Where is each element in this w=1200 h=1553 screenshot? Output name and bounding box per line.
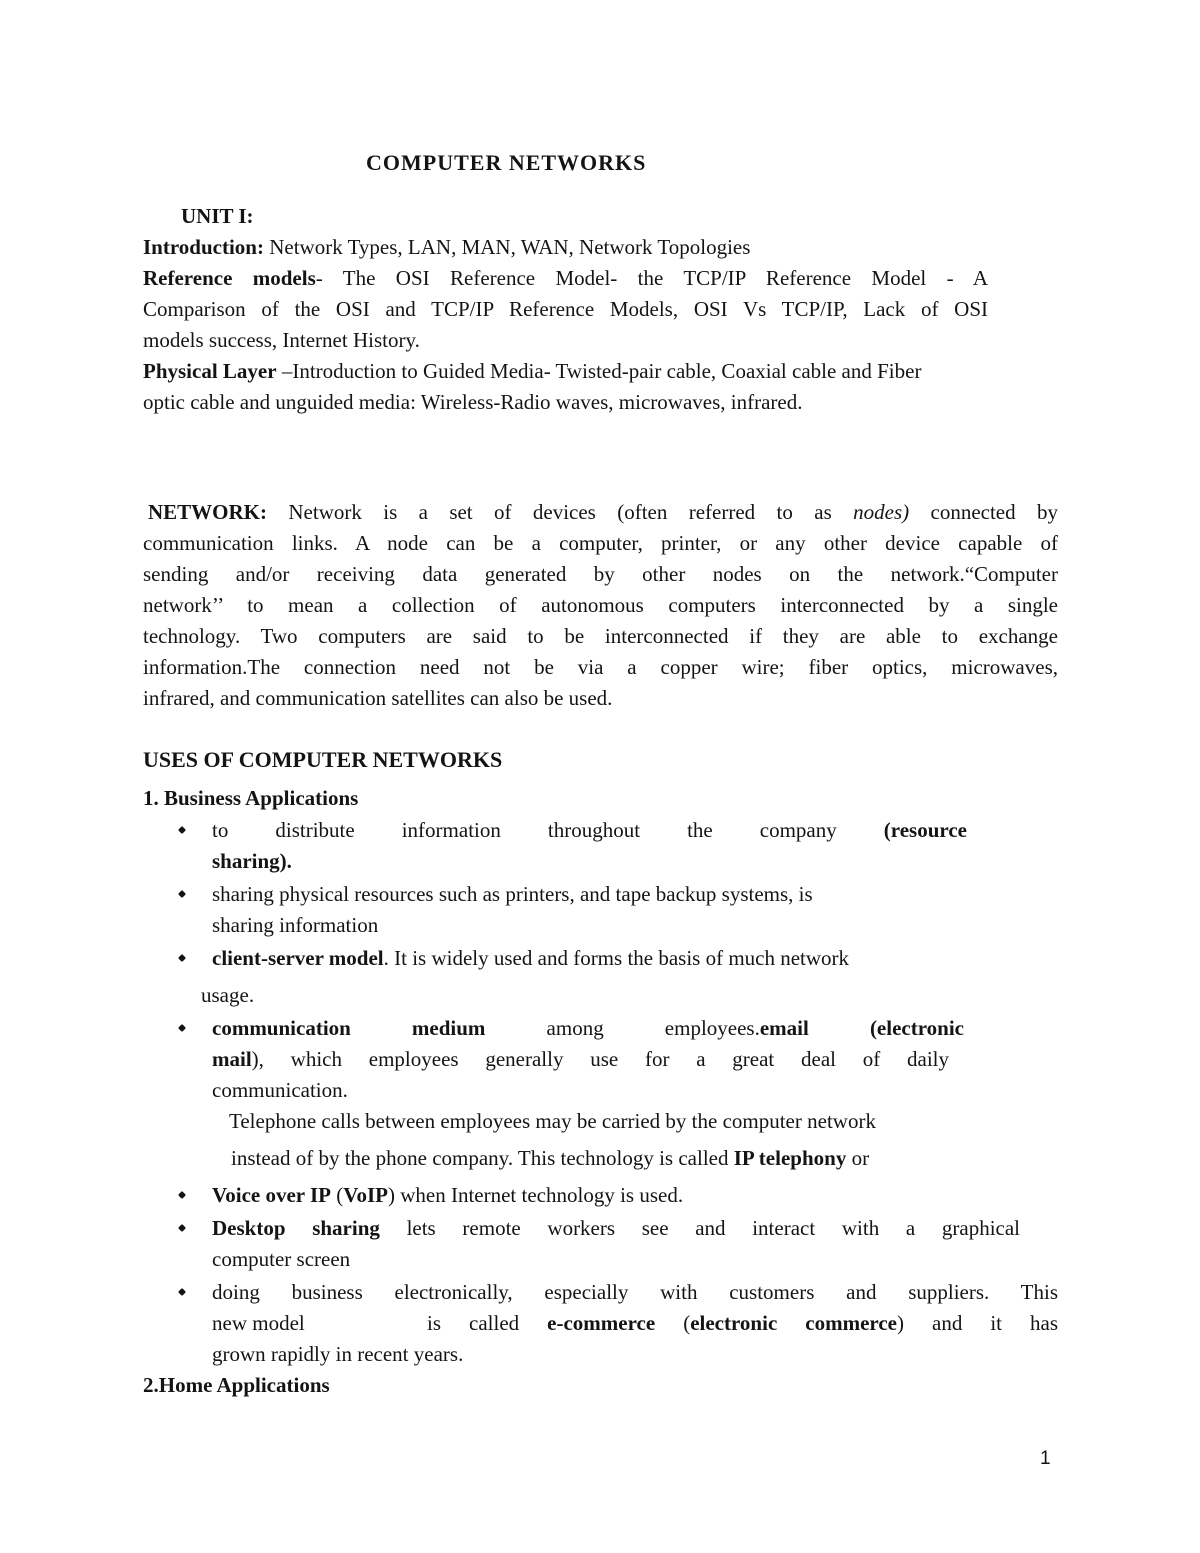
bullet-icon — [177, 889, 187, 899]
business-bullet-1-line-1: to distribute information throughout the company (resource — [212, 818, 967, 842]
business-bullet-4-line-2: mail), which employees generally use for a great deal of daily — [212, 1047, 949, 1071]
network-paragraph-line-6: information.The connection need not be via a copper wire; fiber optics, microwaves, — [143, 655, 1058, 679]
business-bullet-2-line-2: sharing information — [212, 913, 379, 937]
business-bullet-7-line-1: doing business electronically, especially with customers and suppliers. This — [212, 1280, 1058, 1304]
network-label: NETWORK: — [148, 500, 268, 524]
syllabus-reference-line-1 — [143, 266, 988, 290]
business-bullet-3-line-2: usage. — [201, 983, 255, 1007]
bullet-icon — [177, 825, 187, 835]
unit-label: UNIT I: — [181, 204, 254, 228]
business-bullet-6-line-1: Desktop sharing lets remote workers see and interact with a graphical — [212, 1216, 1021, 1240]
reference-models-label: Reference models — [143, 266, 316, 290]
network-paragraph-line-2: communication links. A node can be a computer, printer, or any other device capable of — [143, 531, 1058, 555]
reference-models-text: - The OSI Reference Model- the TCP/IP Reference Model - A — [315, 266, 988, 290]
business-bullet-7-line-3: grown rapidly in recent years. — [212, 1342, 464, 1366]
business-bullet-3-line-1: client-server model. It is widely used and forms the basis of much network — [212, 946, 850, 970]
business-bullet-7-line-2-start: new model — [212, 1311, 305, 1335]
business-bullet-2-line-1: sharing physical resources such as printers, and tape backup systems, is — [212, 882, 813, 906]
business-bullet-4-line-1: communication medium among employees.email (electronic — [212, 1016, 965, 1040]
introduction-label: Introduction: — [143, 235, 264, 259]
document-title: COMPUTER NETWORKS — [366, 150, 647, 175]
network-paragraph-line-3: sending and/or receiving data generated by other nodes on the network.“Computer — [143, 562, 1058, 586]
business-bullet-1-line-2: sharing). — [212, 849, 292, 873]
network-paragraph-line-7: infrared, and communication satellites can also be used. — [143, 686, 613, 710]
business-bullet-5: Voice over IP (VoIP) when Internet technology is used. — [212, 1183, 684, 1207]
uses-heading: USES OF COMPUTER NETWORKS — [143, 747, 503, 772]
physical-layer-text: –Introduction to Guided Media- Twisted-pair cable, Coaxial cable and Fiber — [276, 359, 922, 383]
syllabus-physical-line-1 — [143, 359, 921, 383]
page-number: 1 — [1040, 1448, 1051, 1469]
syllabus-introduction — [143, 235, 750, 259]
bullet-icon — [177, 1287, 187, 1297]
bullet-icon — [177, 953, 187, 963]
network-paragraph-line-1: NETWORK: Network is a set of devices (often referred to as nodes) connected by — [148, 500, 1058, 524]
bullet-icon — [177, 1023, 187, 1033]
network-paragraph-line-4: network’’ to mean a collection of autonomous computers interconnected by a single — [143, 593, 1058, 617]
business-bullet-4-line-3: communication. — [212, 1078, 348, 1102]
business-bullet-6-line-2: computer screen — [212, 1247, 351, 1271]
syllabus-reference-line-2: Comparison of the OSI and TCP/IP Reference Models, OSI Vs TCP/IP, Lack of OSI — [143, 297, 988, 321]
syllabus-physical-line-2: optic cable and unguided media: Wireless-Radio waves, microwaves, infrared. — [143, 390, 803, 414]
bullet-icon — [177, 1223, 187, 1233]
business-applications-heading: 1. Business Applications — [143, 786, 359, 810]
bullet-icon — [177, 1190, 187, 1200]
network-paragraph-line-5: technology. Two computers are said to be interconnected if they are able to exchange — [143, 624, 1058, 648]
nodes-term: nodes) — [853, 500, 910, 524]
telephone-line-2: instead of by the phone company. This technology is called IP telephony or — [231, 1146, 870, 1170]
business-bullet-7-line-2-end: is called e-commerce (electronic commerce) and it has — [427, 1311, 1059, 1335]
home-applications-heading: 2.Home Applications — [143, 1373, 330, 1397]
syllabus-reference-line-3: models success, Internet History. — [143, 328, 420, 352]
physical-layer-label: Physical Layer — [143, 359, 277, 383]
telephone-line-1: Telephone calls between employees may be carried by the computer network — [229, 1109, 876, 1133]
introduction-text: Network Types, LAN, MAN, WAN, Network Topologies — [263, 235, 751, 259]
